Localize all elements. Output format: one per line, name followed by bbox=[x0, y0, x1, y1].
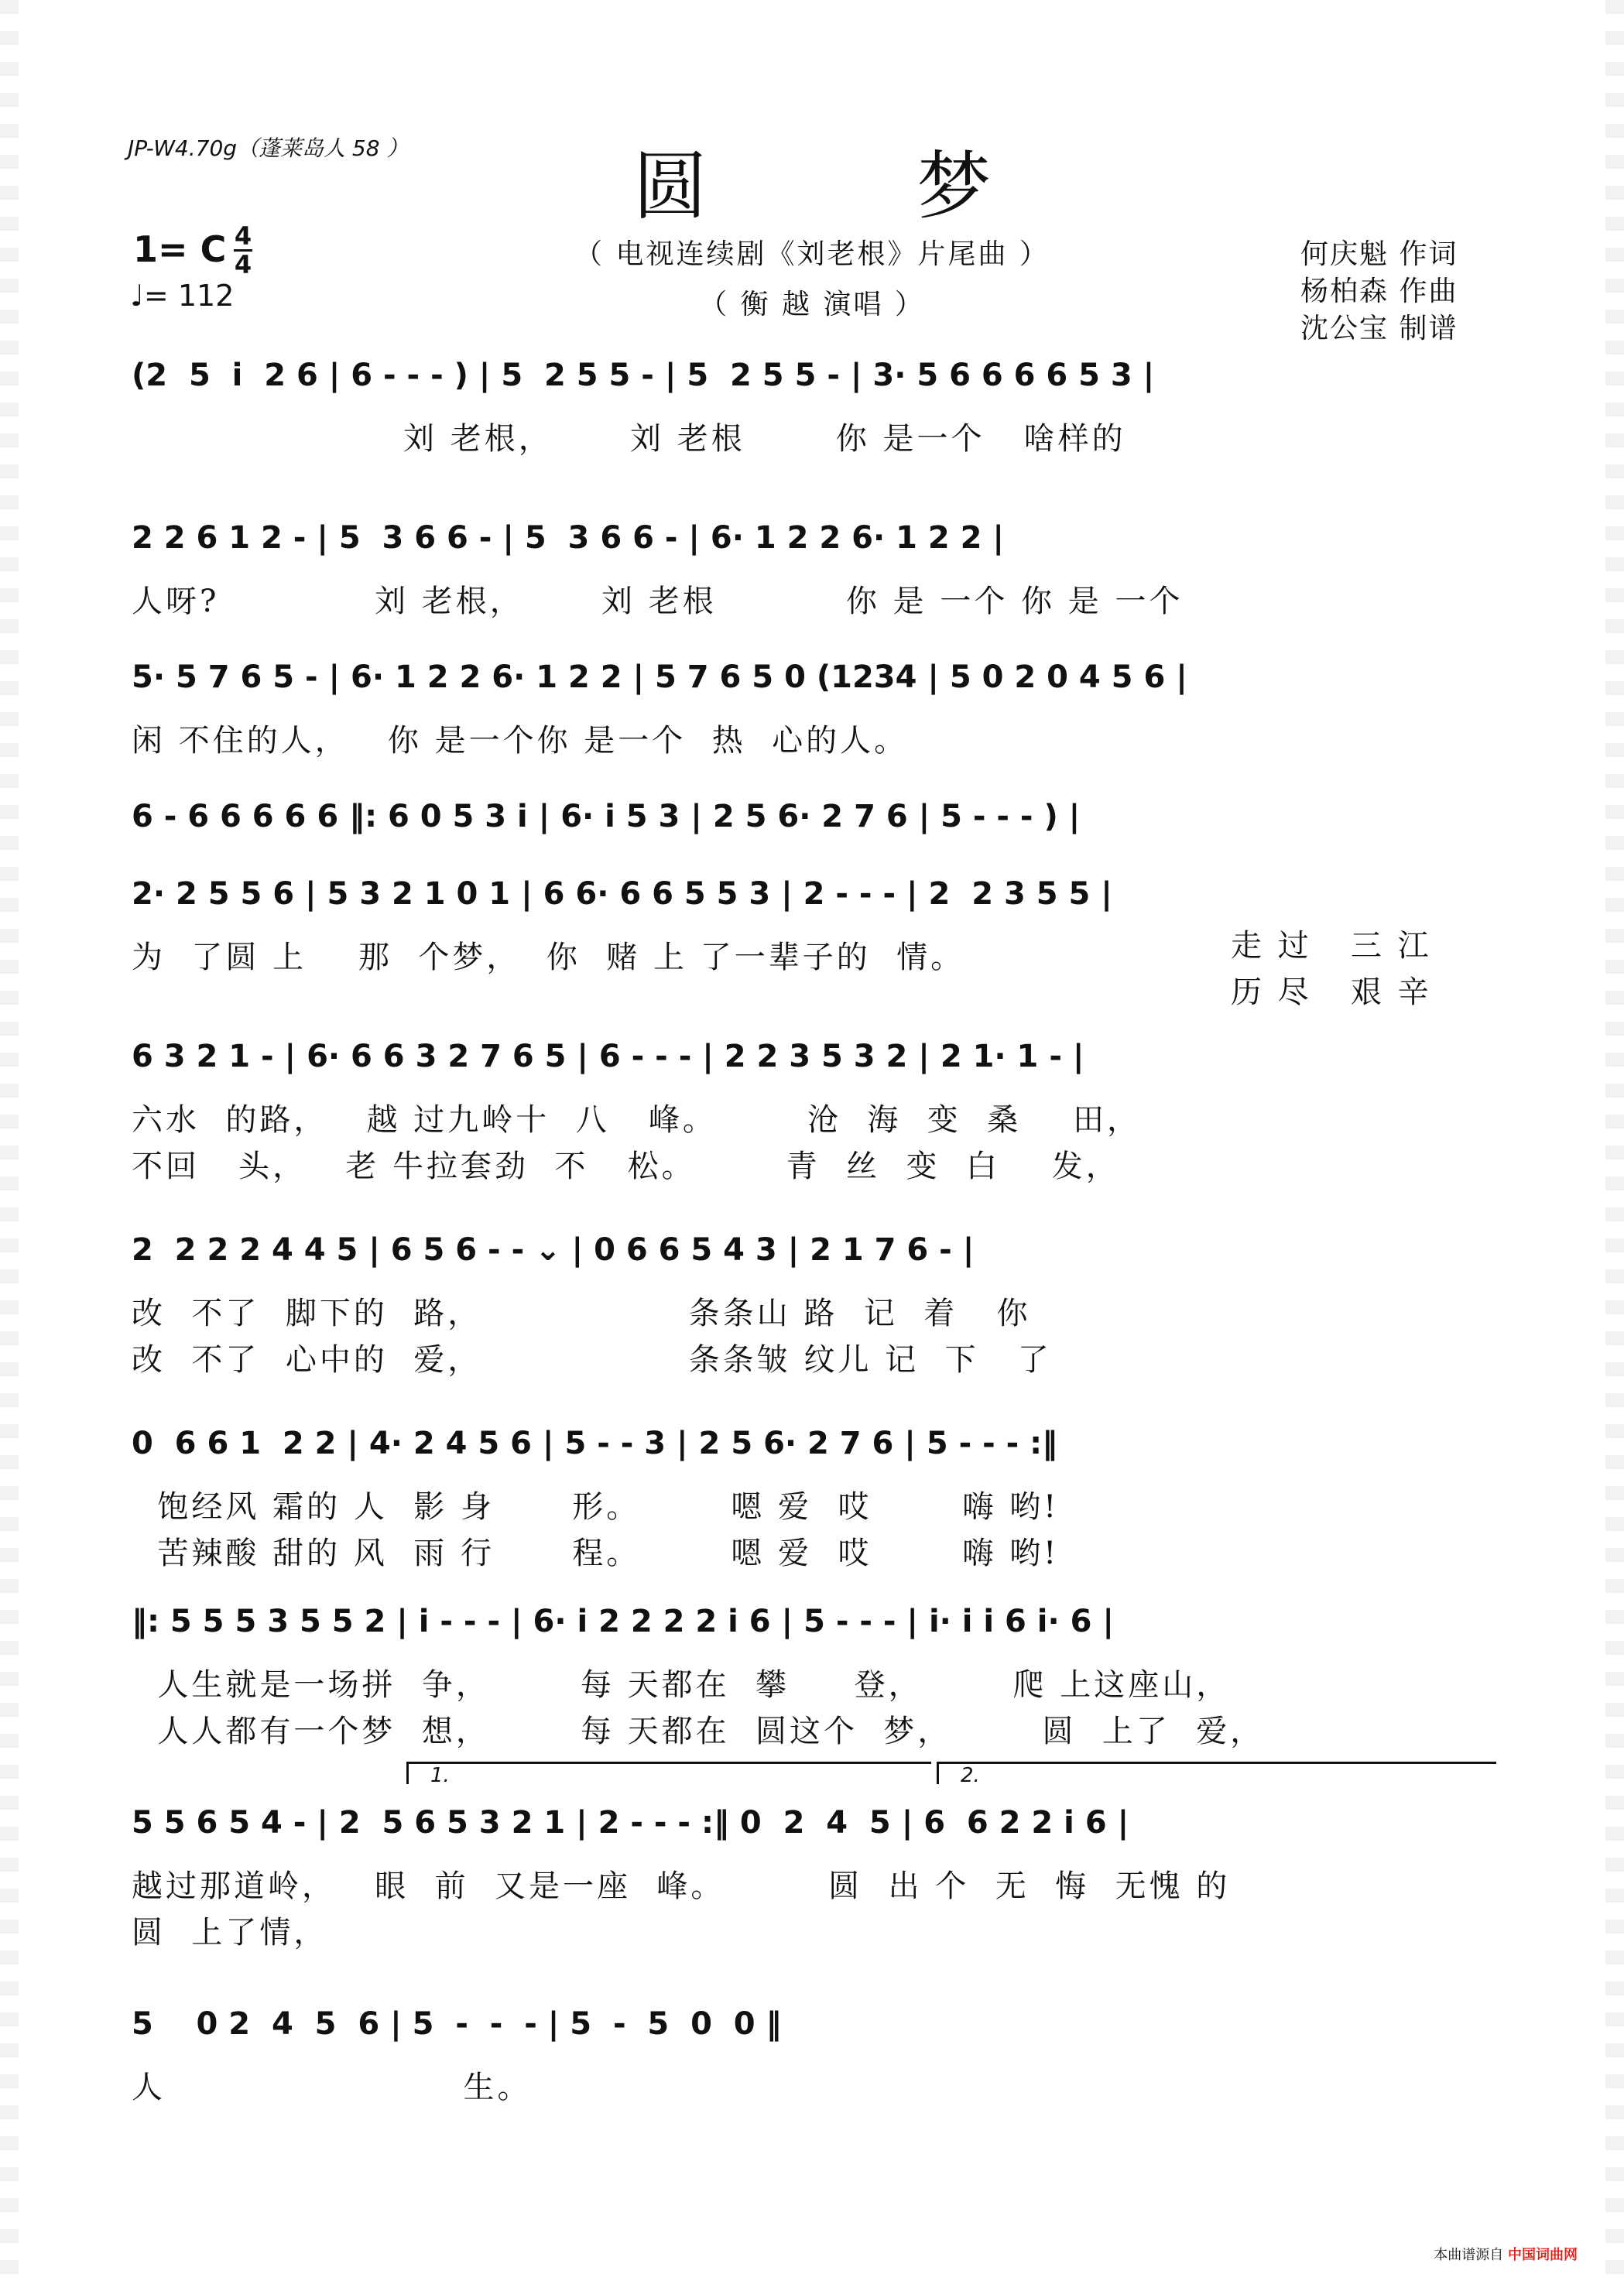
ending-2-label: 2. bbox=[961, 1764, 980, 1787]
lyric-line: 饱经风 霜的 人 影 身 形。 嗯 爱 哎 嗨 哟! bbox=[132, 1489, 1060, 1525]
subtitle: （ 电视连续剧《刘老根》片尾曲 ） bbox=[574, 238, 1050, 270]
ending-2-bracket bbox=[937, 1762, 1496, 1787]
credit-composer: 杨柏森 作曲 bbox=[1300, 276, 1458, 307]
lyric-line: 六水 的路， 越 过九岭十 八 峰。 沧 海 变 桑 田， bbox=[132, 1102, 1142, 1138]
lyric-line: 越过那道岭， 眼 前 又是一座 峰。 圆 出 个 无 悔 无愧 的 bbox=[132, 1868, 1231, 1904]
page-title: 圆 梦 bbox=[632, 143, 1084, 230]
left-watermark-strip bbox=[0, 0, 19, 2281]
ending-1-bracket bbox=[406, 1762, 931, 1787]
credit-lyricist: 何庆魁 作词 bbox=[1300, 238, 1458, 270]
right-watermark-strip bbox=[1605, 0, 1624, 2281]
notation-line: 2· 2 5 5 6 | 5 3 2 1 0 1 | 6 6· 6 6 5 5 3 | 2 - - - | 2 2 3 5 5 | bbox=[132, 876, 1112, 912]
footer-label: 本曲谱源自 bbox=[1434, 2247, 1504, 2263]
lyric-line: 刘 老根， 刘 老根 你 是一个 啥样的 bbox=[132, 421, 1126, 457]
notation-line: ‖: 5 5 5 3 5 5 2 | i - - - | 6· i 2 2 2 2 i 6 | 5 - - - | i· i i 6 i· 6 | bbox=[132, 1604, 1115, 1639]
time-signature-top: 4 bbox=[234, 221, 252, 251]
notation-line: 5 0 2 4 5 6 | 5 - - - | 5 - 5 0 0 ‖ bbox=[132, 2006, 782, 2042]
lyric-line: 人呀? 刘 老根， 刘 老根 你 是 一个 你 是 一个 bbox=[132, 584, 1184, 619]
lyric-line: 改 不了 心中的 爱， 条条皱 纹儿 记 下 了 bbox=[132, 1342, 1052, 1378]
source-code: JP-W4.70g（蓬莱岛人 58 ） bbox=[128, 135, 409, 161]
time-signature-bottom: 4 bbox=[234, 250, 252, 279]
lyric-line: 改 不了 脚下的 路， 条条山 路 记 着 你 bbox=[132, 1296, 1031, 1331]
key-signature: 1= C bbox=[133, 228, 227, 270]
lyric-line: 人生就是一场拼 争， 每 天都在 攀 登， 爬 上这座山， bbox=[132, 1667, 1231, 1703]
ending-1-label: 1. bbox=[430, 1764, 450, 1787]
lyric-line: 苦辣酸 甜的 风 雨 行 程。 嗯 爱 哎 嗨 哟! bbox=[132, 1536, 1060, 1571]
lyric-line: 圆 上了情， bbox=[132, 1915, 328, 1950]
notation-line: 0 6 6 1 2 2 | 4· 2 4 5 6 | 5 - - 3 | 2 5 6· 2 7 6 | 5 - - - :‖ bbox=[132, 1426, 1058, 1461]
lyric-line: 不回 头， 老 牛拉套劲 不 松。 青 丝 变 白 发， bbox=[132, 1149, 1120, 1184]
performer: （ 衡 越 演唱 ） bbox=[699, 289, 925, 320]
lyric-line: 人人都有一个梦 想， 每 天都在 圆这个 梦， 圆 上了 爱， bbox=[132, 1714, 1265, 1749]
notation-line: 6 3 2 1 - | 6· 6 6 3 2 7 6 5 | 6 - - - | 2 2 3 5 3 2 | 2 1· 1 - | bbox=[132, 1039, 1084, 1074]
lyric-line: 为 了圆 上 那 个梦， 你 赌 上 了一辈子的 情。 bbox=[132, 940, 965, 975]
lyric-line: 走 过 三 江 bbox=[1231, 928, 1432, 964]
footer-site: 中国词曲网 bbox=[1508, 2247, 1578, 2263]
lyric-line: 闲 不住的人， 你 是一个你 是一个 热 心的人。 bbox=[132, 723, 909, 759]
credit-transcriber: 沈公宝 制谱 bbox=[1300, 313, 1458, 344]
lyric-line: 历 尽 艰 辛 bbox=[1231, 974, 1432, 1010]
notation-line: 5 5 6 5 4 - | 2 5 6 5 3 2 1 | 2 - - - :‖ 0 2 4 5 | 6 6 2 2 i 6 | bbox=[132, 1805, 1129, 1841]
source-footer bbox=[1434, 2244, 1578, 2264]
notation-line: 2 2 6 1 2 - | 5 3 6 6 - | 5 3 6 6 - | 6· 1 2 2 6· 1 2 2 | bbox=[132, 520, 1004, 556]
notation-line: (2 5 i 2 6 | 6 - - - ) | 5 2 5 5 - | 5 2 5 5 - | 3· 5 6 6 6 6 5 3 | bbox=[132, 358, 1155, 393]
notation-line: 2 2 2 2 4 4 5 | 6 5 6 - - ⌄ | 0 6 6 5 4 3 | 2 1 7 6 - | bbox=[132, 1232, 975, 1268]
notation-line: 5· 5 7 6 5 - | 6· 1 2 2 6· 1 2 2 | 5 7 6 5 0 (1234 | 5 0 2 0 4 5 6 | bbox=[132, 659, 1187, 695]
lyric-line: 人 生。 bbox=[132, 2070, 532, 2105]
notation-line: 6 - 6 6 6 6 6 ‖: 6 0 5 3 i | 6· i 5 3 | 2 5 6· 2 7 6 | 5 - - - ) | bbox=[132, 799, 1081, 834]
tempo-marking: ♩= 112 bbox=[130, 279, 235, 313]
